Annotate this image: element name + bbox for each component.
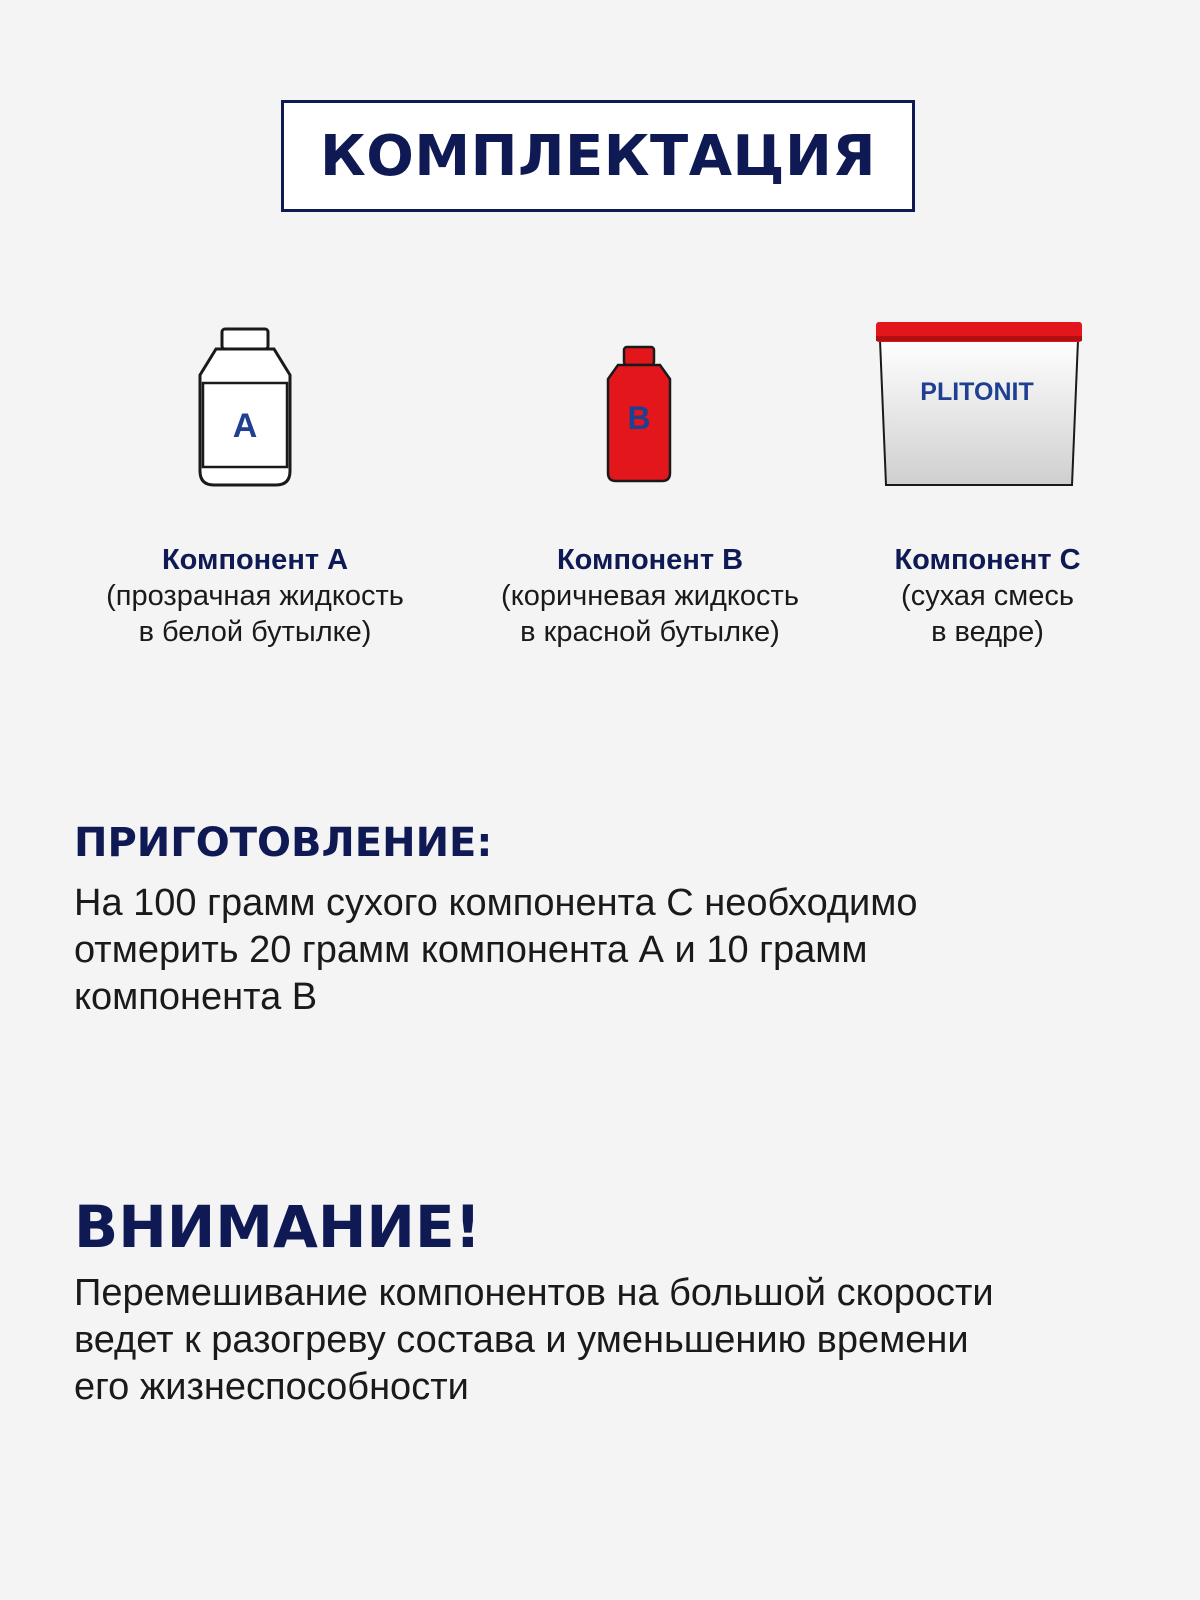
component-c-desc-line2: в ведре) <box>931 616 1044 648</box>
component-a-desc-line2: в белой бутылке) <box>138 616 372 648</box>
warning-line-2: ведет к разогреву состава и уменьшению времени <box>74 1319 969 1361</box>
warning-line-3: его жизнеспособности <box>74 1366 469 1408</box>
preparation-text <box>74 880 918 1021</box>
title-box <box>281 100 915 212</box>
white-bottle-icon <box>190 325 300 490</box>
page-title: КОМПЛЕКТАЦИЯ <box>320 123 876 189</box>
bottle-a-label: A <box>232 407 258 445</box>
bottle-b-label: B <box>627 400 651 436</box>
preparation-line-2: отмерить 20 грамм компонента А и 10 грамм <box>74 929 868 971</box>
preparation-line-1: На 100 грамм сухого компонента С необходимо <box>74 882 918 924</box>
caption-component-c <box>860 542 1115 650</box>
component-b-desc-line2: в красной бутылке) <box>520 616 780 648</box>
red-bottle-icon <box>604 345 674 485</box>
warning-text <box>74 1270 994 1411</box>
preparation-heading: ПРИГОТОВЛЕНИЕ: <box>74 820 493 866</box>
caption-component-a <box>60 542 450 650</box>
component-c-name: Компонент С <box>894 544 1081 576</box>
component-a-desc-line1: (прозрачная жидкость <box>106 580 404 612</box>
component-b-name: Компонент В <box>556 544 744 576</box>
bucket-brand-label: PLITONIT <box>920 378 1034 406</box>
product-c <box>874 320 1084 490</box>
caption-component-b <box>450 542 850 650</box>
component-a-name: Компонент А <box>161 544 349 576</box>
component-c-desc-line1: (сухая смесь <box>901 580 1074 612</box>
warning-line-1: Перемешивание компонентов на большой скорости <box>74 1272 994 1314</box>
product-a <box>190 325 300 490</box>
bucket-icon <box>874 320 1084 490</box>
preparation-line-3: компонента В <box>74 976 318 1018</box>
product-b <box>604 345 674 485</box>
component-b-desc-line1: (коричневая жидкость <box>501 580 799 612</box>
warning-heading: ВНИМАНИЕ! <box>74 1193 482 1261</box>
